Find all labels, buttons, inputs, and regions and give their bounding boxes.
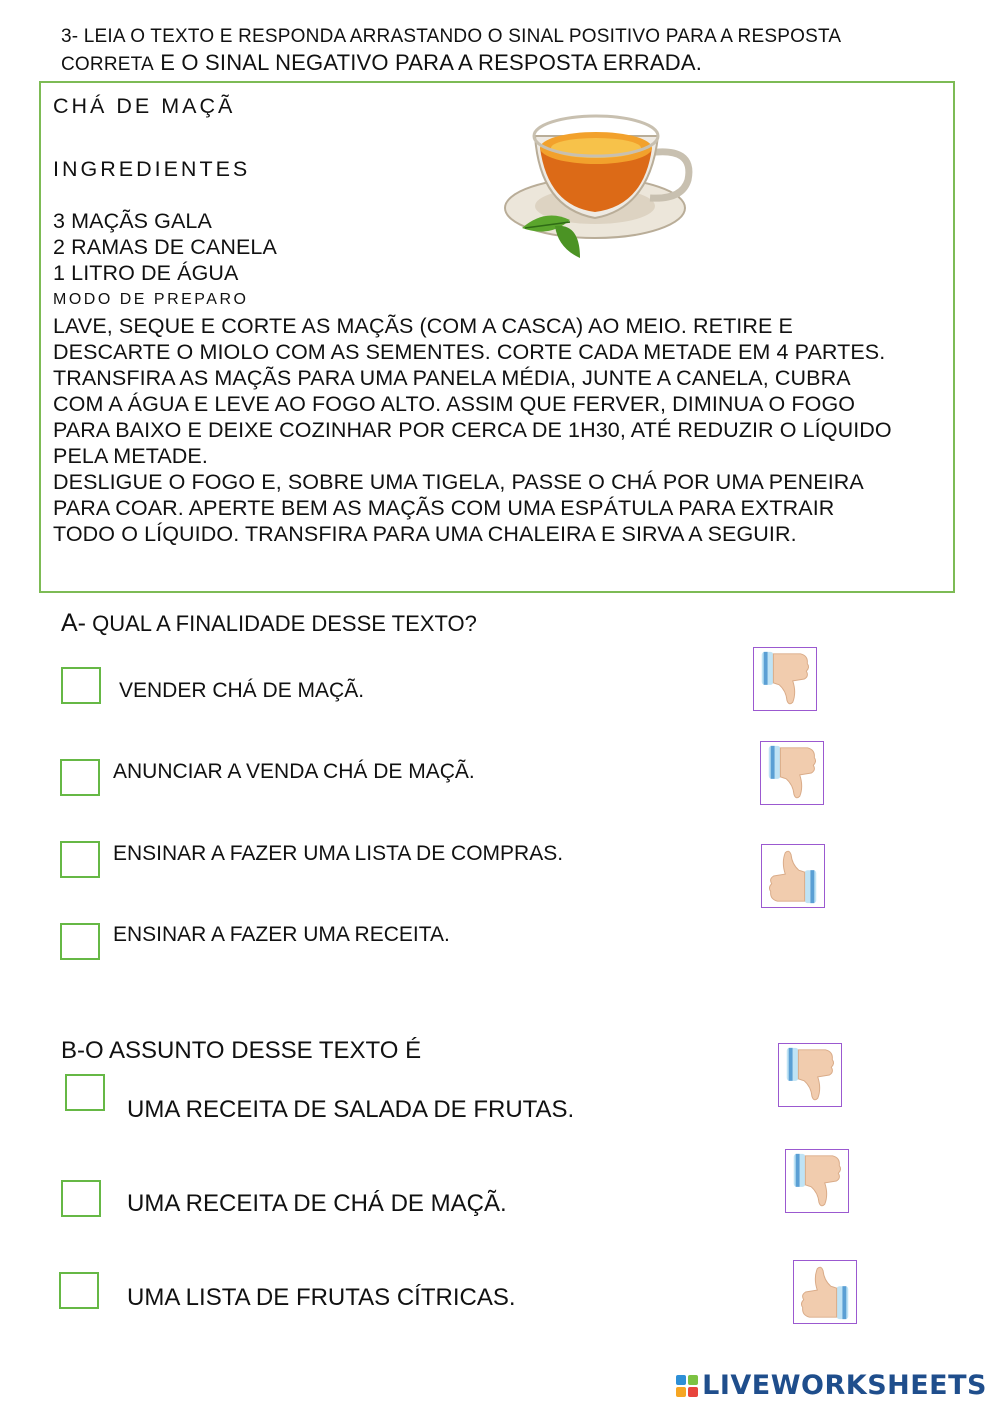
answer-dropzone-a1[interactable] [61, 667, 101, 704]
option-a3-label: ENSINAR A FAZER UMA LISTA DE COMPRAS. [113, 842, 564, 865]
question-a-text: QUAL A FINALIDADE DESSE TEXTO? [86, 611, 477, 636]
option-a2-label: ANUNCIAR A VENDA CHÁ DE MAÇÃ. [113, 760, 475, 783]
thumbs-down-icon [754, 648, 816, 710]
method-text [53, 313, 892, 547]
instructions-line-1: 3- LEIA O TEXTO E RESPONDA ARRASTANDO O SINAL POSITIVO PARA A RESPOSTA [61, 26, 842, 47]
answer-dropzone-a3[interactable] [60, 841, 100, 878]
method-line: LAVE, SEQUE E CORTE AS MAÇÃS (COM A CASCA) AO MEIO. RETIRE E [53, 314, 793, 338]
draggable-thumbs-down-2[interactable] [760, 741, 824, 805]
ingredient-item: 2 RAMAS DE CANELA [53, 235, 277, 259]
method-line: PARA BAIXO E DEIXE COZINHAR POR CERCA DE 1H30, ATÉ REDUZIR O LÍQUIDO [53, 418, 892, 442]
answer-dropzone-b1[interactable] [65, 1074, 105, 1111]
option-b3-label: UMA LISTA DE FRUTAS CÍTRICAS. [127, 1284, 516, 1311]
draggable-thumbs-down-3[interactable] [778, 1043, 842, 1107]
thumbs-down-icon [761, 742, 823, 804]
method-line: PELA METADE. [53, 444, 208, 468]
tea-cup-image [500, 108, 700, 268]
question-a-title [61, 609, 477, 638]
thumbs-down-icon [779, 1044, 841, 1106]
method-line: TODO O LÍQUIDO. TRANSFIRA PARA UMA CHALEIRA E SIRVA A SEGUIR. [53, 522, 797, 546]
answer-dropzone-b2[interactable] [61, 1180, 101, 1217]
draggable-thumbs-up-2[interactable] [793, 1260, 857, 1324]
method-heading: MODO DE PREPARO [53, 291, 249, 308]
instructions [61, 24, 841, 78]
ingredients-list [53, 208, 277, 286]
method-line: TRANSFIRA AS MAÇÃS PARA UMA PANELA MÉDIA, JUNTE A CANELA, CUBRA [53, 366, 851, 390]
option-b2-label: UMA RECEITA DE CHÁ DE MAÇÃ. [127, 1190, 507, 1217]
instructions-line-2 [61, 50, 841, 78]
method-line: COM A ÁGUA E LEVE AO FOGO ALTO. ASSIM QUE FERVER, DIMINUA O FOGO [53, 392, 856, 416]
question-b-title: B-O ASSUNTO DESSE TEXTO É [61, 1037, 422, 1064]
answer-dropzone-a2[interactable] [60, 759, 100, 796]
method-line: PARA COAR. APERTE BEM AS MAÇÃS COM UMA ESPÁTULA PARA EXTRAIR [53, 496, 835, 520]
ingredients-heading: INGREDIENTES [53, 157, 251, 181]
recipe-title: CHÁ DE MAÇÃ [53, 94, 236, 118]
ingredient-item: 3 MAÇÃS GALA [53, 209, 212, 233]
method-line: DESCARTE O MIOLO COM AS SEMENTES. CORTE CADA METADE EM 4 PARTES. [53, 340, 886, 364]
thumbs-up-icon [762, 845, 824, 907]
thumbs-up-icon [794, 1261, 856, 1323]
liveworksheets-logo [676, 1370, 987, 1401]
draggable-thumbs-up-1[interactable] [761, 844, 825, 908]
draggable-thumbs-down-4[interactable] [785, 1149, 849, 1213]
logo-mark-icon [676, 1375, 698, 1397]
instructions-line-2-rest: E O SINAL NEGATIVO PARA A RESPOSTA ERRADA. [153, 50, 703, 75]
ingredient-item: 1 LITRO DE ÁGUA [53, 261, 239, 285]
option-a4-label: ENSINAR A FAZER UMA RECEITA. [113, 923, 450, 946]
question-a-prefix: A- [61, 609, 86, 637]
draggable-thumbs-down-1[interactable] [753, 647, 817, 711]
logo-text: LIVEWORKSHEETS [702, 1370, 987, 1401]
option-b1-label: UMA RECEITA DE SALADA DE FRUTAS. [127, 1096, 575, 1123]
thumbs-down-icon [786, 1150, 848, 1212]
answer-dropzone-b3[interactable] [59, 1272, 99, 1309]
option-a1-label: VENDER CHÁ DE MAÇÃ. [119, 679, 365, 702]
answer-dropzone-a4[interactable] [60, 923, 100, 960]
instructions-line-2-start: CORRETA [61, 54, 154, 75]
method-line: DESLIGUE O FOGO E, SOBRE UMA TIGELA, PASSE O CHÁ POR UMA PENEIRA [53, 470, 864, 494]
